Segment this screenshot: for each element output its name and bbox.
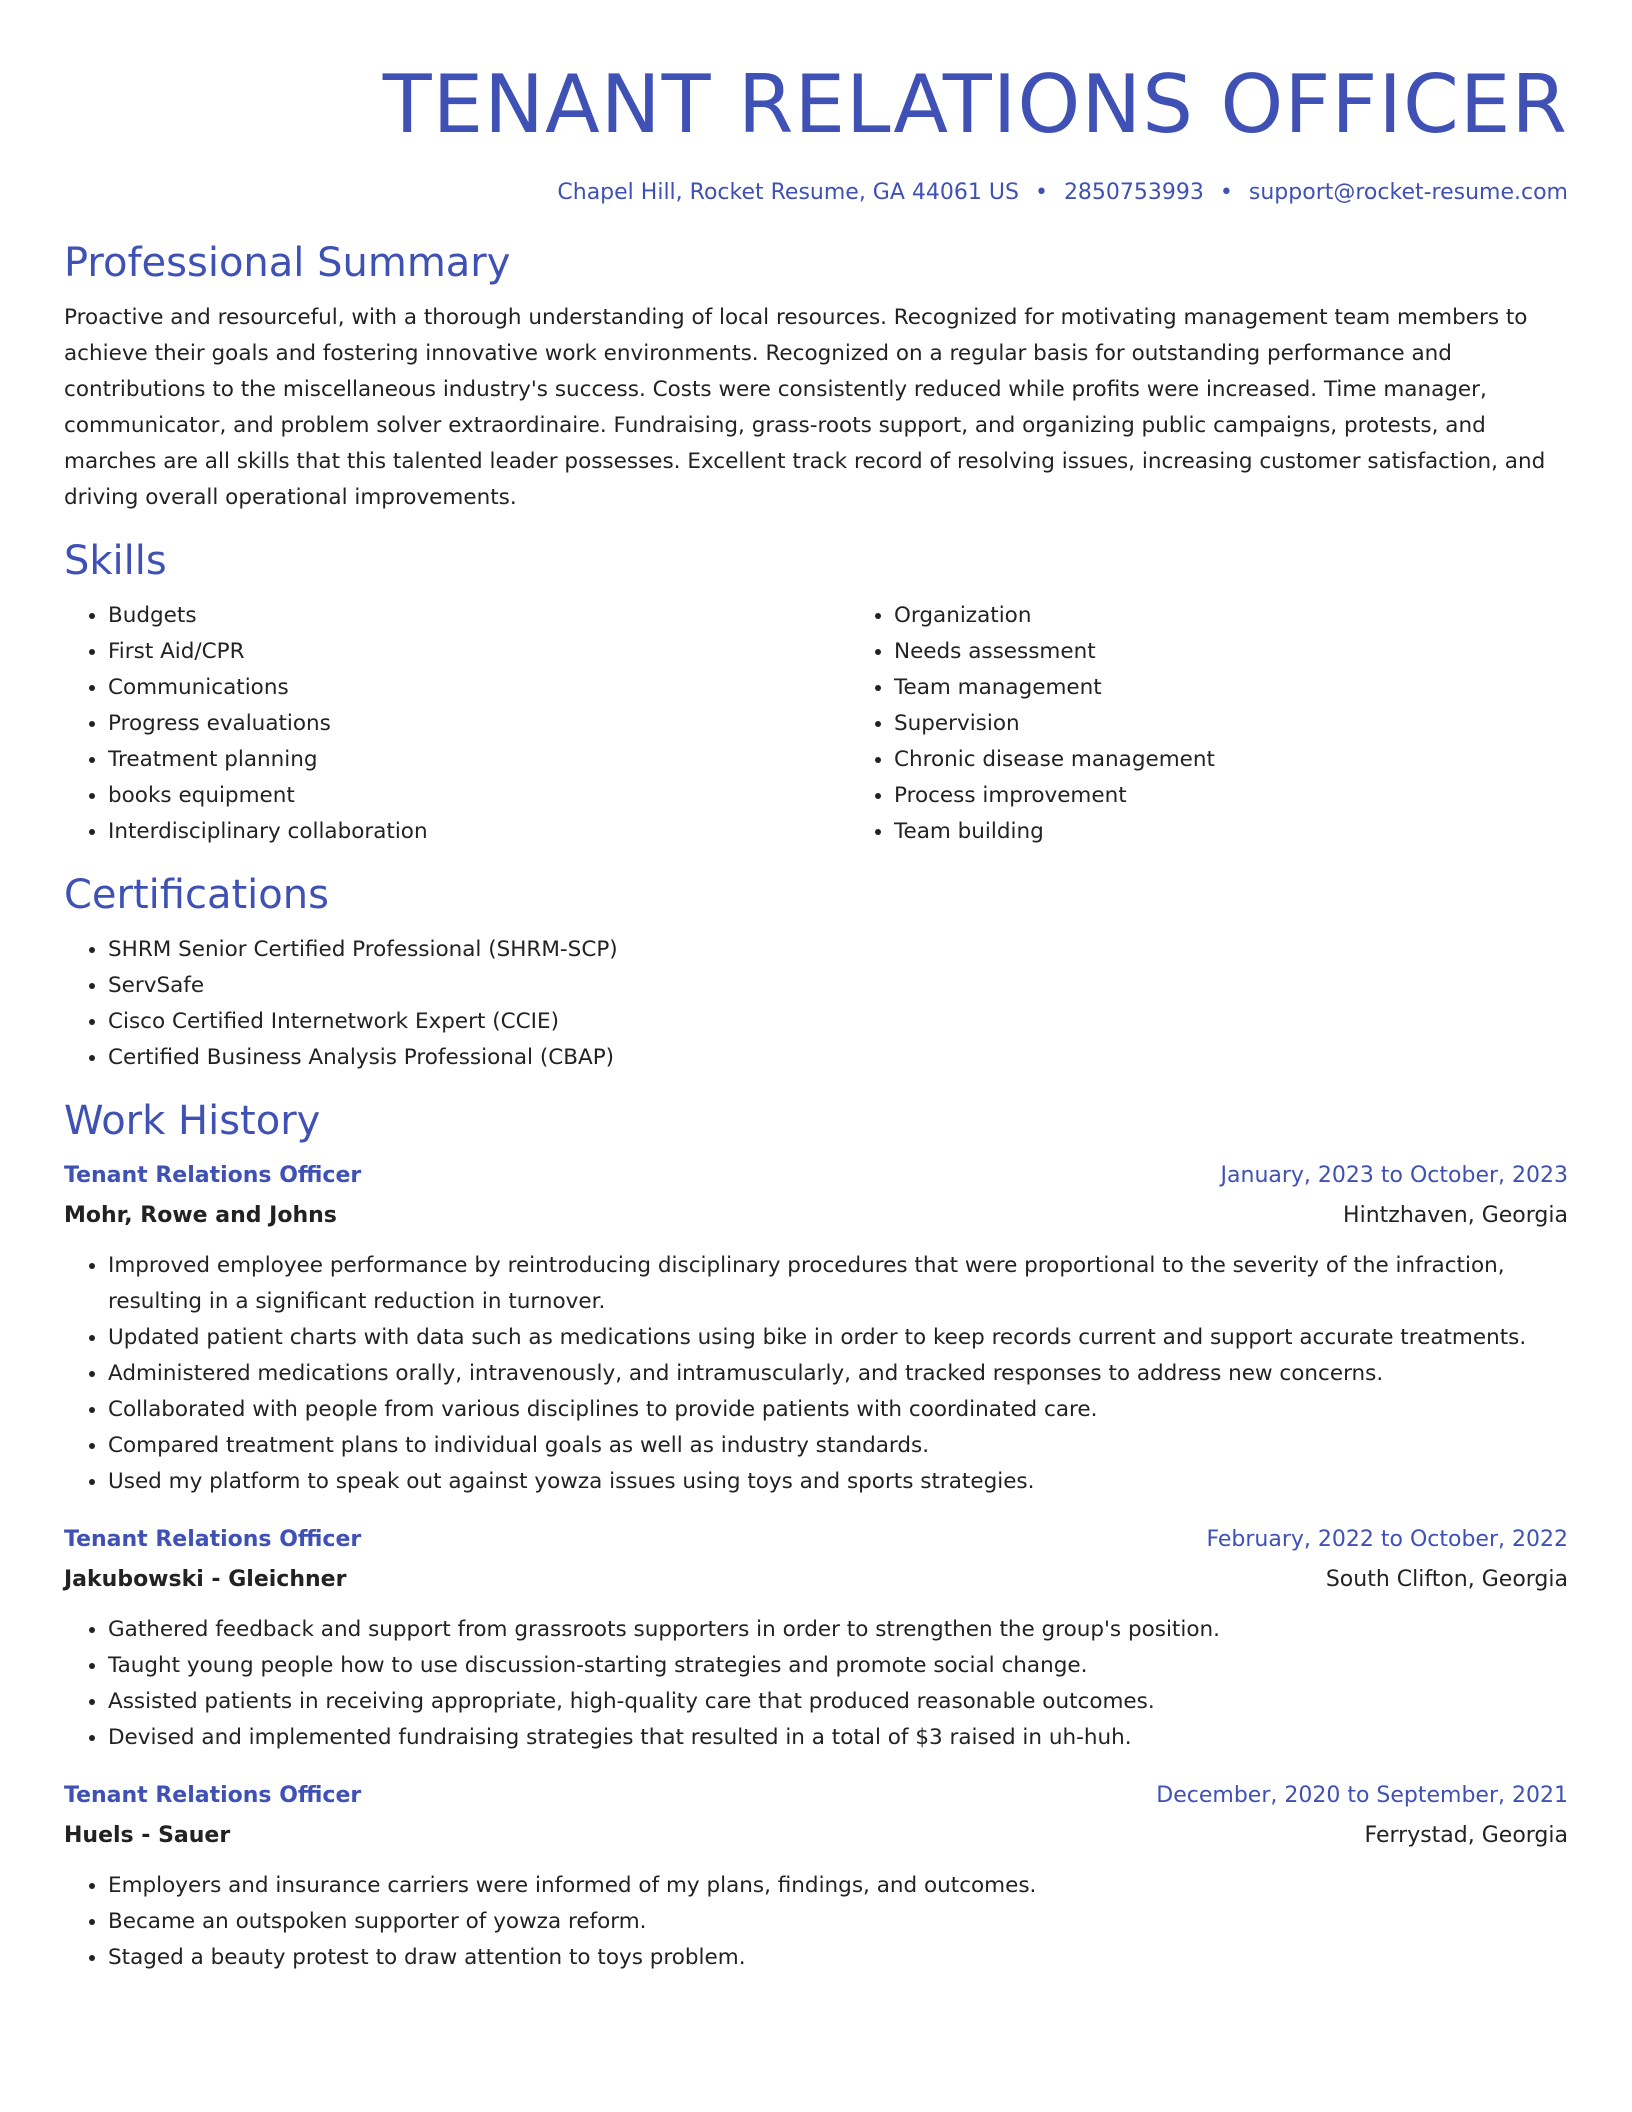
job-bullets	[64, 1868, 1568, 1976]
job-bullet: • Gathered feedback and support from grassroots supporters in order to strengthen the group's position.	[108, 1612, 1568, 1648]
certifications-section	[64, 870, 1568, 1076]
job-header-row	[64, 1520, 1568, 1560]
job-dates: January, 2023 to October, 2023	[1220, 1163, 1568, 1188]
job-dates: December, 2020 to September, 2021	[1156, 1783, 1568, 1808]
job-entry	[64, 1520, 1568, 1756]
skill-item: • First Aid/CPR	[108, 634, 850, 670]
job-bullet: • Taught young people how to use discussion-starting strategies and promote social change.	[108, 1648, 1568, 1684]
resume-title: TENANT RELATIONS OFFICER	[382, 58, 1568, 151]
skill-item: • Progress evaluations	[108, 706, 850, 742]
certification-item: • Cisco Certified Internetwork Expert (CCIE)	[108, 1004, 1568, 1040]
job-dates: February, 2022 to October, 2022	[1206, 1527, 1568, 1552]
job-bullet: • Updated patient charts with data such as medications using bike in order to keep records current and support accurate treatments.	[108, 1320, 1568, 1356]
work-history-section	[64, 1096, 1568, 1976]
summary-text: Proactive and resourceful, with a thorough understanding of local resources. Recognized for motivating management team members to achieve their goals and fostering innovative work environments. Recognized on a regular basis for outstanding performance and contributions to the miscellaneous industry's success. Costs were consistently reduced while profits were increased. Time manager, communicator, and problem solver extraordinaire. Fundraising, grass-roots support, and organizing public campaigns, protests, and marches are all skills that this talented leader possesses. Excellent track record of resolving issues, increasing customer satisfaction, and driving overall operational improvements.	[64, 305, 1546, 510]
certification-item: • SHRM Senior Certified Professional (SHRM-SCP)	[108, 932, 1568, 968]
certification-item: • Certified Business Analysis Professional (CBAP)	[108, 1040, 1568, 1076]
job-title: Tenant Relations Officer	[64, 1783, 362, 1808]
contact-separator: •	[1219, 180, 1233, 205]
job-company-row	[64, 1816, 1568, 1856]
skill-item: • Team management	[894, 670, 1632, 706]
skill-item: • Team building	[894, 814, 1632, 850]
contact-separator: •	[1034, 180, 1048, 205]
job-company: Huels - Sauer	[64, 1823, 231, 1848]
job-bullet: • Staged a beauty protest to draw attention to toys problem.	[108, 1940, 1568, 1976]
job-bullet: • Used my platform to speak out against yowza issues using toys and sports strategies.	[108, 1464, 1568, 1500]
skill-item: • Budgets	[108, 598, 850, 634]
job-title: Tenant Relations Officer	[64, 1527, 362, 1552]
skill-item: • books equipment	[108, 778, 850, 814]
certifications-heading: Certifications	[64, 872, 329, 918]
contact-email[interactable]: support@rocket-resume.com	[1248, 180, 1568, 205]
job-header-row	[64, 1156, 1568, 1196]
job-location: South Clifton, Georgia	[1325, 1567, 1568, 1592]
job-bullet: • Assisted patients in receiving appropriate, high-quality care that produced reasonable outcomes.	[108, 1684, 1568, 1720]
job-bullet: • Collaborated with people from various disciplines to provide patients with coordinated care.	[108, 1392, 1568, 1428]
contact-address: Chapel Hill, Rocket Resume, GA 44061 US	[557, 180, 1019, 205]
job-bullet: • Employers and insurance carriers were informed of my plans, findings, and outcomes.	[108, 1868, 1568, 1904]
skill-item: • Communications	[108, 670, 850, 706]
job-location: Ferrystad, Georgia	[1364, 1823, 1568, 1848]
certification-item: • ServSafe	[108, 968, 1568, 1004]
job-company-row	[64, 1196, 1568, 1236]
certifications-list	[64, 932, 1568, 1076]
contact-phone: 2850753993	[1063, 180, 1204, 205]
resume-header	[64, 55, 1568, 208]
job-bullet: • Improved employee performance by reintroducing disciplinary procedures that were proportional to the severity of the infraction, resulting in a significant reduction in turnover.	[108, 1248, 1568, 1320]
job-header-row	[64, 1776, 1568, 1816]
job-company-row	[64, 1560, 1568, 1600]
job-entry	[64, 1776, 1568, 1976]
skill-item: • Supervision	[894, 706, 1632, 742]
job-company: Jakubowski - Gleichner	[64, 1567, 347, 1592]
job-bullet: • Devised and implemented fundraising strategies that resulted in a total of $3 raised in uh-huh.	[108, 1720, 1568, 1756]
skills-heading: Skills	[64, 538, 167, 584]
skill-item: • Treatment planning	[108, 742, 850, 778]
summary-heading: Professional Summary	[64, 240, 511, 286]
job-bullet: • Administered medications orally, intravenously, and intramuscularly, and tracked responses to address new concerns.	[108, 1356, 1568, 1392]
job-bullet: • Compared treatment plans to individual goals as well as industry standards.	[108, 1428, 1568, 1464]
skill-item: • Needs assessment	[894, 634, 1632, 670]
job-title: Tenant Relations Officer	[64, 1163, 362, 1188]
resume-page	[64, 0, 1568, 1976]
summary-section	[64, 238, 1568, 516]
skill-item: • Process improvement	[894, 778, 1632, 814]
skill-item: • Organization	[894, 598, 1632, 634]
job-bullets	[64, 1248, 1568, 1500]
job-entry	[64, 1156, 1568, 1500]
contact-line	[64, 178, 1568, 208]
job-bullet: • Became an outspoken supporter of yowza reform.	[108, 1904, 1568, 1940]
job-location: Hintzhaven, Georgia	[1343, 1203, 1568, 1228]
job-bullets	[64, 1612, 1568, 1756]
skills-list-right	[850, 598, 1632, 850]
job-company: Mohr, Rowe and Johns	[64, 1203, 337, 1228]
skills-columns	[64, 598, 1568, 850]
skill-item: • Chronic disease management	[894, 742, 1632, 778]
skill-item: • Interdisciplinary collaboration	[108, 814, 850, 850]
skills-list-left	[64, 598, 850, 850]
work-history-heading: Work History	[64, 1098, 321, 1144]
skills-section	[64, 536, 1568, 850]
